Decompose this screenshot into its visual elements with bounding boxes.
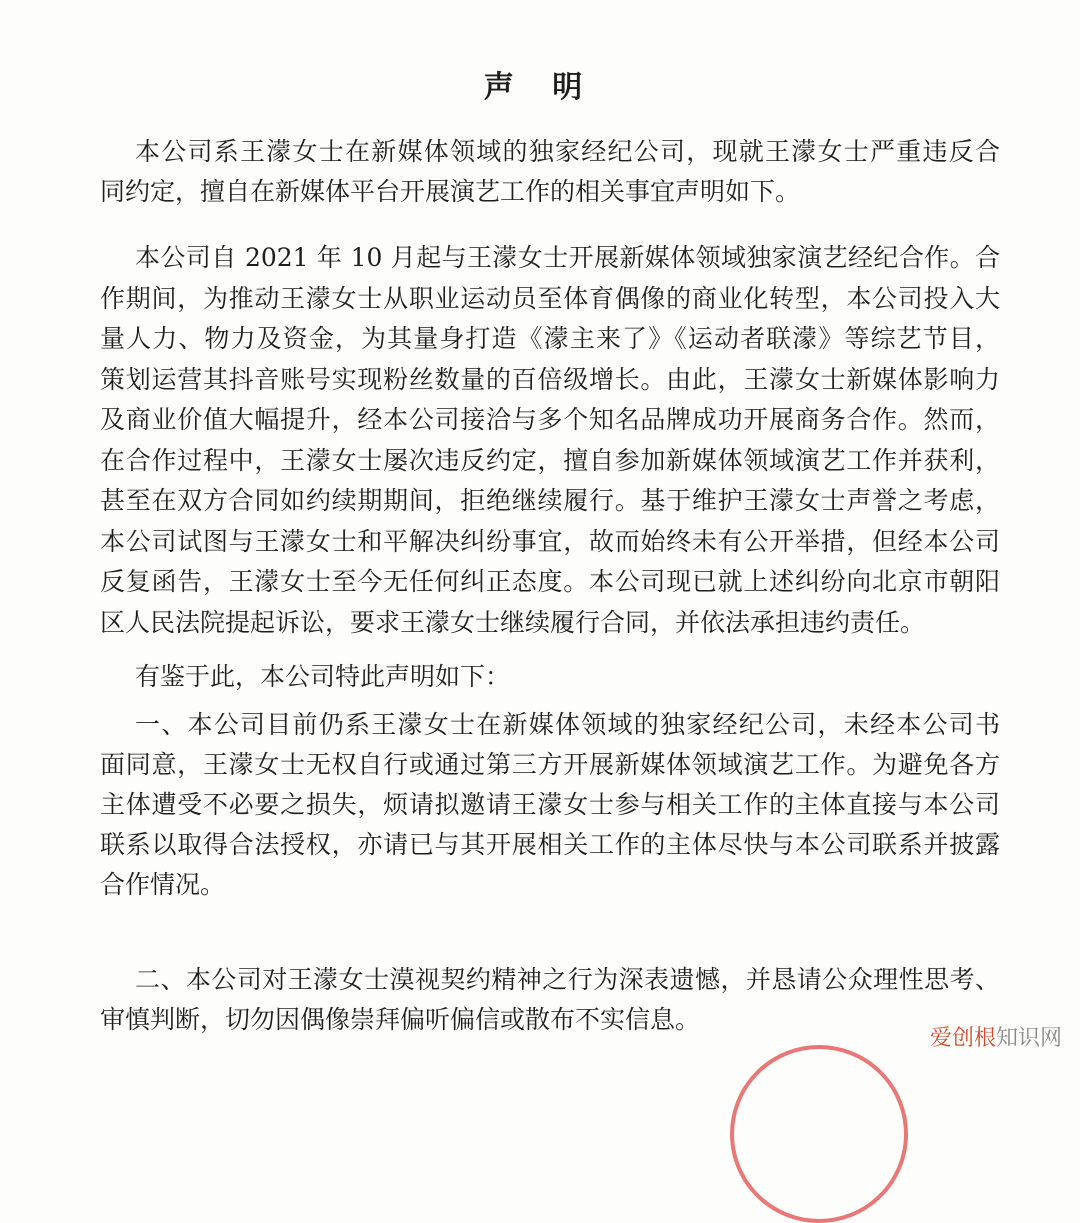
paragraph-line: 作期间，为推动王濛女士从职业运动员至体育偶像的商业化转型，本公司投入大 — [100, 283, 1000, 313]
paragraph-line: 甚至在双方合同如约续期期间，拒绝继续履行。基于维护王濛女士声誉之考虑， — [100, 486, 1000, 515]
paragraph-line: 合作情况。 — [100, 870, 226, 899]
paragraph-line: 二、本公司对王濛女士漠视契约精神之行为深表遗憾，并恳请公众理性思考、 — [135, 965, 1000, 994]
paragraph-line: 本公司自 2021 年 10 月起与王濛女士开展新媒体领域独家演艺经纪合作。合 — [135, 243, 1000, 272]
paragraph-line: 在合作过程中，王濛女士屡次违反约定，擅自参加新媒体领域演艺工作并获利， — [100, 445, 1000, 475]
paragraph-line: 有鉴于此，本公司特此声明如下： — [135, 662, 511, 691]
watermark-highlight: 爱创根 — [929, 1026, 996, 1051]
paragraph-line: 量人力、物力及资金，为其量身打造《濛主来了》《运动者联濛》等综艺节目， — [100, 324, 1000, 353]
watermark — [930, 1021, 1062, 1052]
paragraph-line: 主体遭受不必要之损失，烦请拟邀请王濛女士参与相关工作的主体直接与本公司 — [100, 790, 1000, 819]
paragraph-line: 反复函告，王濛女士至今无任何纠正态度。本公司现已就上述纠纷向北京市朝阳 — [100, 567, 1000, 596]
paragraph-line: 同约定，擅自在新媒体平台开展演艺工作的相关事宜声明如下。 — [100, 177, 801, 206]
paragraph-line: 联系以取得合法授权，亦请已与其开展相关工作的主体尽快与本公司联系并披露 — [100, 830, 1000, 859]
paragraph-line: 策划运营其抖音账号实现粉丝数量的百倍级增长。由此，王濛女士新媒体影响力 — [100, 364, 1000, 394]
paragraph-line: 本公司系王濛女士在新媒体领域的独家经纪公司，现就王濛女士严重违反合 — [135, 137, 1000, 166]
paragraph-line: 一、本公司目前仍系王濛女士在新媒体领域的独家经纪公司，未经本公司书 — [135, 710, 1000, 739]
paragraph-line: 及商业价值大幅提升，经本公司接洽与多个知名品牌成功开展商务合作。然而， — [100, 405, 1000, 434]
paragraph-line: 审慎判断，切勿因偶像崇拜偏听偏信或散布不实信息。 — [100, 1005, 701, 1034]
document-title: 声 明 — [483, 70, 597, 105]
paragraph-line: 面同意，王濛女士无权自行或通过第三方开展新媒体领域演艺工作。为避免各方 — [100, 750, 1000, 779]
company-seal — [730, 1045, 908, 1223]
paragraph-line: 本公司试图与王濛女士和平解决纠纷事宜，故而始终未有公开举措，但经本公司 — [100, 526, 1000, 556]
paragraph-line: 区人民法院提起诉讼，要求王濛女士继续履行合同，并依法承担违约责任。 — [100, 607, 926, 637]
watermark-rest: 知识网 — [995, 1026, 1062, 1051]
